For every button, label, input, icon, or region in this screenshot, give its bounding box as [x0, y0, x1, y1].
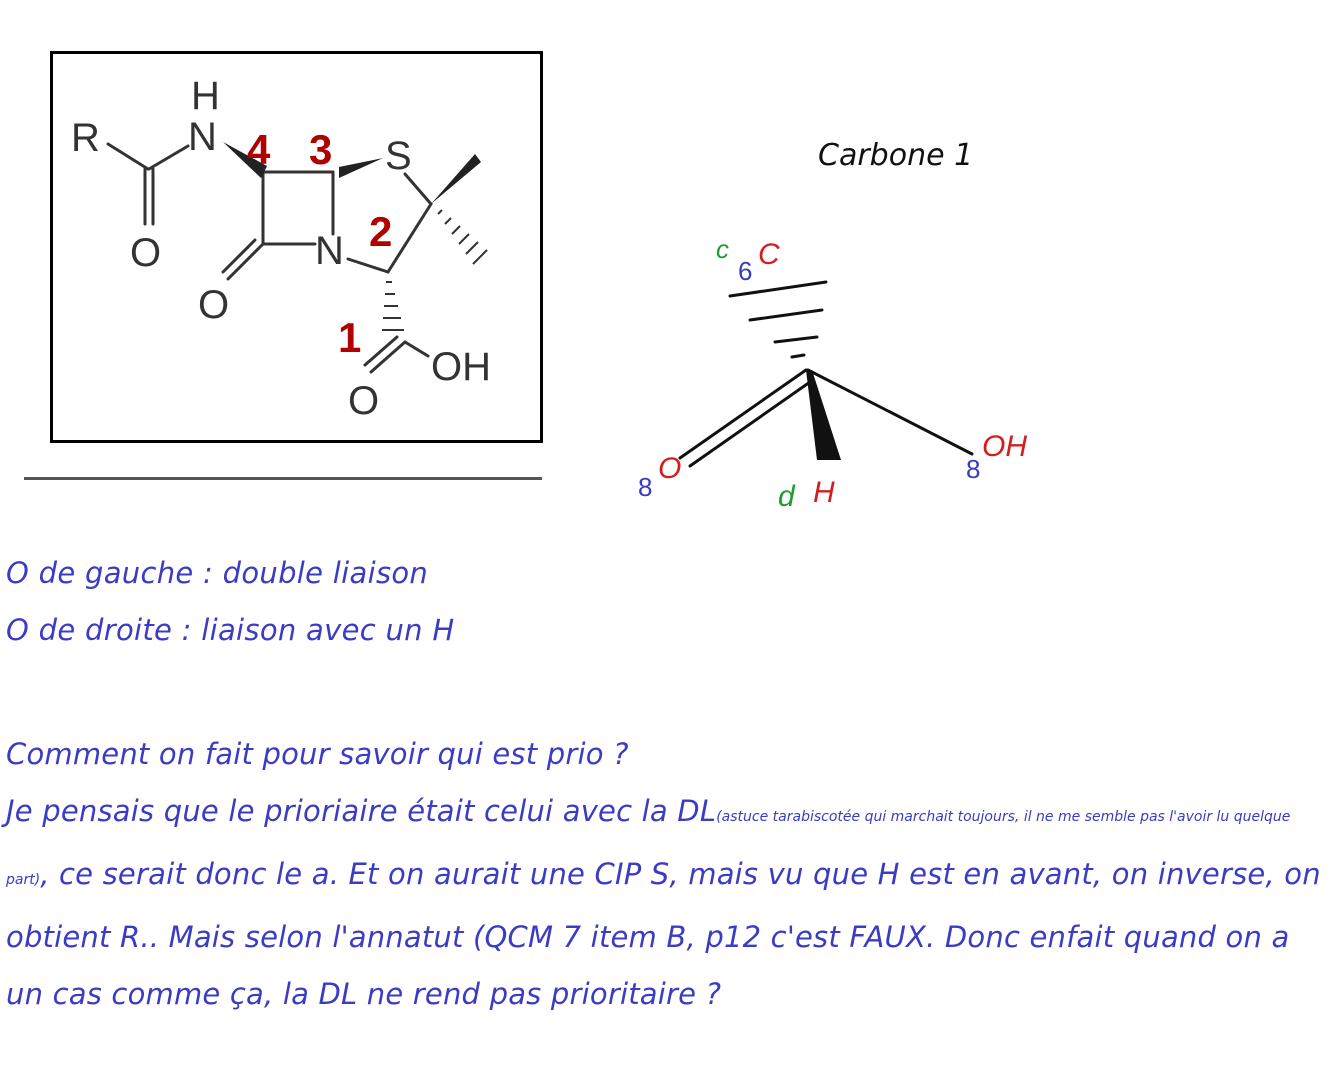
label-top-number: 6 [738, 256, 753, 286]
separator-line [24, 477, 542, 480]
atom-o-acid: O [348, 379, 380, 423]
atom-n-amide: N [188, 115, 217, 159]
position-2: 2 [369, 208, 393, 255]
question-title: Comment on fait pour savoir qui est prio ? [6, 737, 629, 771]
wedge-c3-s [339, 158, 383, 178]
bond-n-c2 [348, 259, 388, 272]
question-body-part-a: Je pensais que le prioriaire était celui avec la DL [6, 794, 717, 828]
double-bond-2 [690, 382, 810, 466]
label-left-number: 8 [638, 472, 653, 502]
carbone-title: Carbone 1 [818, 138, 974, 173]
question-paragraph [6, 726, 1326, 1023]
question-body-part-b: , ce serait donc le a. Et on aurait une CIP S, mais vu que H est en avant, on inverse, on obtient R.. Mais selon l'annatut (QCM 7 item B, p12 c'est FAUX. Donc enfait quand on a un cas comme ça, la DL ne rend pas prioritaire ? [6, 857, 1321, 1011]
carbone-1-diagram [620, 220, 1080, 520]
label-top-atom: C [758, 238, 780, 271]
label-right-number: 8 [966, 454, 981, 484]
wedge-methyl-1 [431, 154, 481, 204]
bond-cme2-s [405, 174, 431, 204]
question-body-aside: (astuce tarabiscotée qui marchait toujours, il ne me semble pas l'avoir lu quelque part) [6, 809, 1291, 888]
position-1: 1 [338, 314, 362, 361]
atom-oh: OH [431, 345, 491, 389]
label-c-green: c [716, 234, 729, 264]
atom-n-ring: N [315, 229, 344, 273]
bond-c-n [149, 146, 188, 169]
double-bond-1 [680, 370, 806, 458]
hash-line-2 [750, 310, 822, 320]
position-3: 3 [309, 126, 333, 173]
label-d-green: d [778, 480, 795, 513]
note-right-o: O de droite : liaison avec un H [6, 613, 455, 647]
question-body [6, 783, 1326, 1023]
bond-r-c [108, 144, 148, 169]
label-right-atom: OH [982, 430, 1027, 463]
bond-c-oh [405, 342, 428, 356]
hash-line-3 [775, 337, 817, 342]
atom-o-amide: O [130, 231, 162, 275]
bond-c-o-acid-2 [365, 337, 397, 365]
position-4: 4 [247, 126, 271, 173]
label-left-atom: O [658, 452, 682, 485]
penicillin-structure-panel [50, 51, 543, 443]
label-bottom-atom: H [813, 476, 835, 509]
atom-h: H [191, 74, 220, 118]
bond-c2-cme2 [388, 204, 431, 272]
atom-o-lactam: O [198, 283, 230, 327]
note-left-o: O de gauche : double liaison [6, 556, 429, 590]
atom-s: S [385, 134, 412, 178]
penicillin-structure [53, 54, 540, 440]
atom-r: R [71, 116, 100, 160]
hash-line-4 [792, 355, 804, 357]
